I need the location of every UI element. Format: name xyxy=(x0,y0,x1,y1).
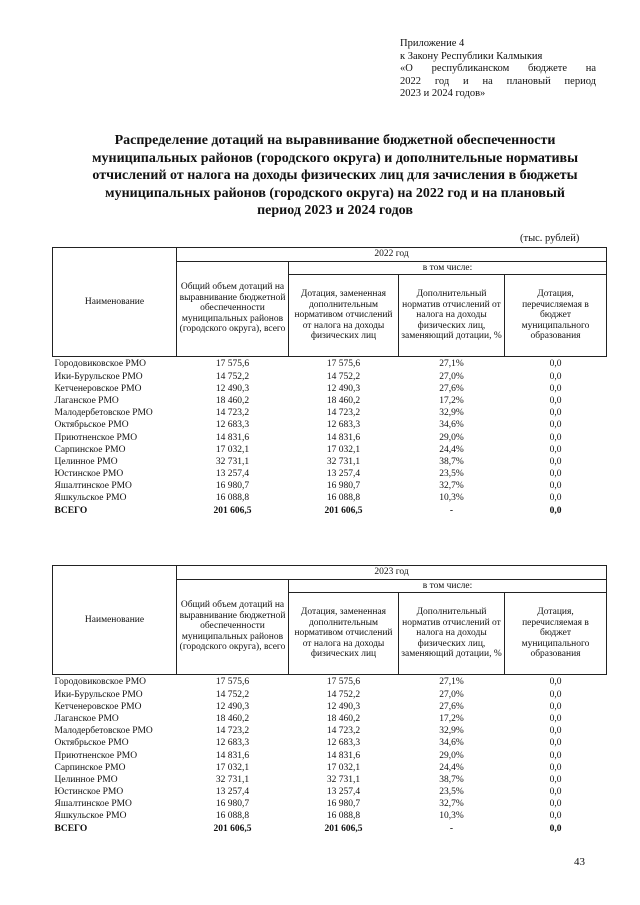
total-cell: 201 606,5 xyxy=(213,823,252,834)
district-name-cell: Лаганское РМО xyxy=(54,395,119,406)
norm-cell: 27,0% xyxy=(439,371,464,382)
norm-cell: 27,1% xyxy=(439,677,464,688)
norm-cell: 32,7% xyxy=(439,799,464,810)
replaced-cell: 12 490,3 xyxy=(326,701,361,712)
norm-cell: 32,9% xyxy=(439,726,464,737)
district-name-cell: Целинное РМО xyxy=(54,774,118,785)
transferred-cell: 0,0 xyxy=(549,811,562,822)
table-row xyxy=(53,420,607,432)
district-name-cell: Городовиковское РМО xyxy=(54,677,146,688)
header-year: 2022 год xyxy=(177,248,607,262)
table-row xyxy=(53,750,607,762)
replaced-cell: 12 490,3 xyxy=(326,383,361,394)
total-cell: 14 752,2 xyxy=(215,371,250,382)
transferred-cell: 0,0 xyxy=(549,456,562,467)
transferred-cell: 0,0 xyxy=(549,408,562,419)
norm-cell: 24,4% xyxy=(439,444,464,455)
total-cell: 14 752,2 xyxy=(215,689,250,700)
district-name-cell: Лаганское РМО xyxy=(54,713,119,724)
replaced-cell: 17 575,6 xyxy=(326,359,361,370)
norm-cell: 23,5% xyxy=(439,469,464,480)
total-row xyxy=(53,505,607,517)
total-cell: 201 606,5 xyxy=(213,505,252,516)
norm-cell: 10,3% xyxy=(439,493,464,504)
total-cell: 18 460,2 xyxy=(215,713,250,724)
norm-cell: 38,7% xyxy=(439,456,464,467)
replaced-cell: 201 606,5 xyxy=(324,823,363,834)
norm-cell: 27,6% xyxy=(439,383,464,394)
appendix-header xyxy=(400,38,596,101)
transferred-cell: 0,0 xyxy=(549,738,562,749)
replaced-cell: 17 032,1 xyxy=(326,444,361,455)
table-row xyxy=(53,432,607,444)
district-name-cell: ВСЕГО xyxy=(54,505,88,516)
table-row xyxy=(53,738,607,750)
norm-cell: 17,2% xyxy=(439,395,464,406)
appendix-line-3: «О республиканском бюджете на xyxy=(400,63,596,74)
district-name-cell: Малодербетовское РМО xyxy=(54,726,153,737)
table-row xyxy=(53,798,607,810)
total-cell: 17 032,1 xyxy=(215,444,250,455)
district-name-cell: Яшалтинское РМО xyxy=(54,481,132,492)
replaced-cell: 14 723,2 xyxy=(326,408,361,419)
header-norm: Дополнительный норматив отчислений от налога на доходы физических лиц, заменяющий дотации, % xyxy=(399,593,505,674)
table-row xyxy=(53,689,607,701)
replaced-cell: 17 575,6 xyxy=(326,677,361,688)
total-cell: 13 257,4 xyxy=(215,787,250,798)
total-cell: 13 257,4 xyxy=(215,469,250,480)
total-cell: 16 088,8 xyxy=(215,493,250,504)
replaced-cell: 14 831,6 xyxy=(326,432,361,443)
norm-cell: 38,7% xyxy=(439,774,464,785)
table-row xyxy=(53,493,607,505)
transferred-cell: 0,0 xyxy=(549,481,562,492)
replaced-cell: 12 683,3 xyxy=(326,420,361,431)
total-cell: 16 088,8 xyxy=(215,811,250,822)
district-name-cell: Юстинское РМО xyxy=(54,469,124,480)
subsidy-table-2022 xyxy=(52,247,607,517)
header-replaced: Дотация, замененная дополнительным нормативом отчислений от налога на доходы физических лиц xyxy=(289,593,399,674)
appendix-line-5: 2023 и 2024 годов» xyxy=(400,88,486,99)
subsidy-table-2023 xyxy=(52,565,607,835)
total-row xyxy=(53,823,607,835)
replaced-cell: 12 683,3 xyxy=(326,738,361,749)
total-cell: 32 731,1 xyxy=(215,774,250,785)
district-name-cell: Юстинское РМО xyxy=(54,787,124,798)
total-cell: 12 683,3 xyxy=(215,738,250,749)
table-row xyxy=(53,480,607,492)
replaced-cell: 14 723,2 xyxy=(326,726,361,737)
district-name-cell: Кетченеровское РМО xyxy=(54,701,142,712)
norm-cell: 29,0% xyxy=(439,432,464,443)
norm-cell: 27,1% xyxy=(439,359,464,370)
table-row xyxy=(53,468,607,480)
table-row xyxy=(53,356,607,371)
header-name: Наименование xyxy=(53,566,177,675)
district-name-cell: Городовиковское РМО xyxy=(54,359,146,370)
total-cell: 17 575,6 xyxy=(215,359,250,370)
transferred-cell: 0,0 xyxy=(549,774,562,785)
norm-cell: 10,3% xyxy=(439,811,464,822)
table-row xyxy=(53,407,607,419)
header-including: в том числе: xyxy=(289,579,607,593)
transferred-cell: 0,0 xyxy=(549,823,562,834)
header-norm: Дополнительный норматив отчислений от налога на доходы физических лиц, заменяющий дотации, % xyxy=(399,275,505,356)
district-name-cell: Яшкульское РМО xyxy=(54,811,127,822)
norm-cell: 34,6% xyxy=(439,738,464,749)
district-name-cell: Октябрьское РМО xyxy=(54,738,129,749)
transferred-cell: 0,0 xyxy=(549,677,562,688)
district-name-cell: Ики-Бурульское РМО xyxy=(54,371,143,382)
appendix-line-1: Приложение 4 xyxy=(400,38,465,49)
replaced-cell: 16 980,7 xyxy=(326,799,361,810)
replaced-cell: 17 032,1 xyxy=(326,762,361,773)
header-total: Общий объем дотаций на выравнивание бюджетной обеспеченности муниципальных районов (городского округа), всего xyxy=(177,261,289,356)
header-including: в том числе: xyxy=(289,261,607,275)
transferred-cell: 0,0 xyxy=(549,432,562,443)
header-year: 2023 год xyxy=(177,566,607,580)
total-cell: 14 831,6 xyxy=(215,432,250,443)
district-name-cell: Сарпинское РМО xyxy=(54,762,126,773)
table-row xyxy=(53,674,607,689)
table-row xyxy=(53,725,607,737)
header-total: Общий объем дотаций на выравнивание бюджетной обеспеченности муниципальных районов (городского округа), всего xyxy=(177,579,289,674)
table-row xyxy=(53,456,607,468)
total-cell: 18 460,2 xyxy=(215,395,250,406)
total-cell: 17 032,1 xyxy=(215,762,250,773)
norm-cell: - xyxy=(449,823,454,834)
transferred-cell: 0,0 xyxy=(549,750,562,761)
units-label: (тыс. рублей) xyxy=(520,233,580,244)
district-name-cell: Приютненское РМО xyxy=(54,432,138,443)
table-row xyxy=(53,811,607,823)
replaced-cell: 14 752,2 xyxy=(326,689,361,700)
total-cell: 17 575,6 xyxy=(215,677,250,688)
norm-cell: 27,6% xyxy=(439,701,464,712)
transferred-cell: 0,0 xyxy=(549,383,562,394)
header-replaced: Дотация, замененная дополнительным нормативом отчислений от налога на доходы физических лиц xyxy=(289,275,399,356)
replaced-cell: 32 731,1 xyxy=(326,456,361,467)
replaced-cell: 16 088,8 xyxy=(326,493,361,504)
norm-cell: 24,4% xyxy=(439,762,464,773)
district-name-cell: Малодербетовское РМО xyxy=(54,408,153,419)
transferred-cell: 0,0 xyxy=(549,359,562,370)
table-row xyxy=(53,774,607,786)
replaced-cell: 16 980,7 xyxy=(326,481,361,492)
transferred-cell: 0,0 xyxy=(549,799,562,810)
appendix-line-4: 2022 год и на плановый период xyxy=(400,75,596,87)
table-row xyxy=(53,395,607,407)
transferred-cell: 0,0 xyxy=(549,444,562,455)
page-number: 43 xyxy=(574,856,585,868)
norm-cell: 32,9% xyxy=(439,408,464,419)
header-transferred: Дотация, перечисляемая в бюджет муниципального образования xyxy=(505,275,607,356)
table-row xyxy=(53,383,607,395)
replaced-cell: 201 606,5 xyxy=(324,505,363,516)
transferred-cell: 0,0 xyxy=(549,762,562,773)
table-row xyxy=(53,701,607,713)
transferred-cell: 0,0 xyxy=(549,726,562,737)
table-row xyxy=(53,444,607,456)
norm-cell: 32,7% xyxy=(439,481,464,492)
replaced-cell: 14 752,2 xyxy=(326,371,361,382)
total-cell: 14 723,2 xyxy=(215,726,250,737)
total-cell: 12 490,3 xyxy=(215,383,250,394)
total-cell: 12 683,3 xyxy=(215,420,250,431)
transferred-cell: 0,0 xyxy=(549,505,562,516)
district-name-cell: Октябрьское РМО xyxy=(54,420,129,431)
table-row xyxy=(53,762,607,774)
total-cell: 14 723,2 xyxy=(215,408,250,419)
replaced-cell: 16 088,8 xyxy=(326,811,361,822)
total-cell: 32 731,1 xyxy=(215,456,250,467)
transferred-cell: 0,0 xyxy=(549,689,562,700)
transferred-cell: 0,0 xyxy=(549,713,562,724)
total-cell: 12 490,3 xyxy=(215,701,250,712)
district-name-cell: Ики-Бурульское РМО xyxy=(54,689,143,700)
replaced-cell: 14 831,6 xyxy=(326,750,361,761)
total-cell: 16 980,7 xyxy=(215,481,250,492)
transferred-cell: 0,0 xyxy=(549,469,562,480)
replaced-cell: 18 460,2 xyxy=(326,713,361,724)
replaced-cell: 13 257,4 xyxy=(326,787,361,798)
district-name-cell: Кетченеровское РМО xyxy=(54,383,142,394)
total-cell: 16 980,7 xyxy=(215,799,250,810)
district-name-cell: Приютненское РМО xyxy=(54,750,138,761)
replaced-cell: 32 731,1 xyxy=(326,774,361,785)
transferred-cell: 0,0 xyxy=(549,787,562,798)
header-transferred: Дотация, перечисляемая в бюджет муниципального образования xyxy=(505,593,607,674)
document-title: Распределение дотаций на выравнивание бюджетной обеспеченности муниципальных районов (городского округа) и дополнительные нормативы отчислений от налога на доходы физических лиц для зачисления в бюджеты муниципальных районов (городского округа) на 2022 год и на плановый период 2023 и 2024 годов xyxy=(91,133,579,218)
norm-cell: 17,2% xyxy=(439,713,464,724)
table-row xyxy=(53,713,607,725)
district-name-cell: ВСЕГО xyxy=(54,823,88,834)
norm-cell: - xyxy=(449,505,454,516)
transferred-cell: 0,0 xyxy=(549,420,562,431)
table-row xyxy=(53,371,607,383)
district-name-cell: Целинное РМО xyxy=(54,456,118,467)
transferred-cell: 0,0 xyxy=(549,371,562,382)
replaced-cell: 13 257,4 xyxy=(326,469,361,480)
transferred-cell: 0,0 xyxy=(549,701,562,712)
appendix-line-2: к Закону Республики Калмыкия xyxy=(400,50,543,62)
replaced-cell: 18 460,2 xyxy=(326,395,361,406)
norm-cell: 23,5% xyxy=(439,787,464,798)
header-name: Наименование xyxy=(53,248,177,357)
norm-cell: 27,0% xyxy=(439,689,464,700)
norm-cell: 29,0% xyxy=(439,750,464,761)
table-row xyxy=(53,786,607,798)
district-name-cell: Сарпинское РМО xyxy=(54,444,126,455)
norm-cell: 34,6% xyxy=(439,420,464,431)
transferred-cell: 0,0 xyxy=(549,395,562,406)
transferred-cell: 0,0 xyxy=(549,493,562,504)
total-cell: 14 831,6 xyxy=(215,750,250,761)
district-name-cell: Яшкульское РМО xyxy=(54,493,127,504)
district-name-cell: Яшалтинское РМО xyxy=(54,799,132,810)
